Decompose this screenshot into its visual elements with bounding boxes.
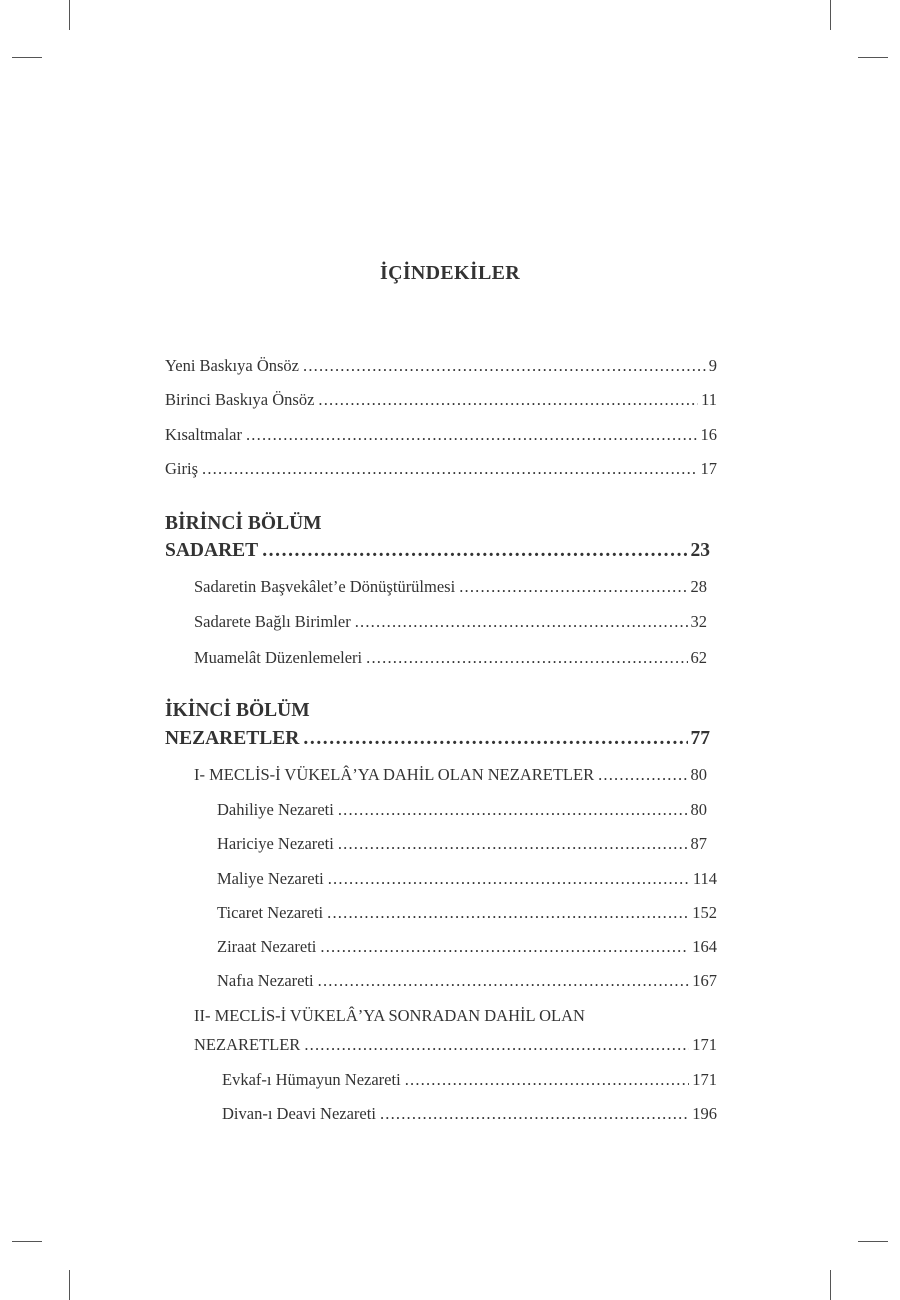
toc-entry-page: 87 — [690, 834, 707, 853]
leader-dots — [405, 1070, 690, 1090]
toc-entry — [217, 800, 707, 820]
toc-entry-title: Maliye Nezareti — [217, 869, 324, 888]
crop-mark — [858, 57, 888, 58]
page-title: İÇİNDEKİLER — [380, 262, 520, 284]
toc-entry-title: Evkaf-ı Hümayun Nezareti — [222, 1070, 401, 1089]
toc-entry-title: Ticaret Nezareti — [217, 903, 324, 922]
toc-part-entry — [165, 540, 710, 562]
toc-entry-page: 167 — [692, 971, 717, 990]
leader-dots — [598, 765, 687, 785]
toc-entry-title: Divan-ı Deavi Nezareti — [222, 1104, 376, 1123]
crop-mark — [12, 57, 42, 58]
leader-dots — [246, 425, 698, 445]
toc-entry-page: 17 — [700, 459, 717, 478]
toc-entry-title: Yeni Baskıya Önsöz — [165, 356, 299, 375]
toc-subsection-title: II- MECLİS-İ VÜKELÂ’YA SONRADAN DAHİL OLAN — [194, 1006, 585, 1025]
leader-dots — [262, 540, 687, 562]
toc-entry — [194, 648, 707, 668]
toc-entry-page: 171 — [692, 1035, 717, 1054]
leader-dots — [318, 390, 698, 410]
part-heading: BİRİNCİ BÖLÜM — [165, 513, 322, 534]
toc-entry — [165, 356, 717, 376]
toc-entry-page: 114 — [692, 869, 717, 888]
leader-dots — [355, 612, 688, 632]
toc-entry-page: 16 — [700, 425, 717, 444]
toc-entry-title: Muamelât Düzenlemeleri — [194, 648, 363, 667]
toc-entry-page: 77 — [690, 728, 710, 749]
toc-entry-title: Ziraat Nezareti — [217, 937, 317, 956]
toc-entry-title: Nafıa Nezareti — [217, 971, 314, 990]
toc-entry — [194, 577, 707, 597]
toc-entry-page: 196 — [692, 1104, 717, 1123]
leader-dots — [366, 648, 687, 668]
toc-subsection-entry — [194, 1035, 717, 1055]
part-heading: İKİNCİ BÖLÜM — [165, 700, 310, 721]
toc-subsection-entry — [194, 765, 707, 785]
toc-entry-title: Birinci Baskıya Önsöz — [165, 390, 315, 409]
toc-entry-page: 80 — [690, 765, 707, 784]
toc-entry-title: NEZARETLER — [165, 728, 300, 749]
toc-entry — [222, 1104, 717, 1124]
toc-entry-page: 80 — [690, 800, 707, 819]
toc-entry-title: Giriş — [165, 459, 198, 478]
leader-dots — [338, 834, 688, 854]
leader-dots — [328, 869, 690, 889]
leader-dots — [327, 903, 689, 923]
toc-entry-page: 152 — [692, 903, 717, 922]
crop-mark — [830, 1270, 831, 1300]
toc-entry — [217, 971, 717, 991]
toc-entry-title: I- MECLİS-İ VÜKELÂ’YA DAHİL OLAN NEZARETLER — [194, 765, 595, 784]
toc-entry-page: 23 — [690, 540, 710, 561]
toc-entry-title: Hariciye Nezareti — [217, 834, 334, 853]
toc-part-entry — [165, 728, 710, 750]
leader-dots — [320, 937, 689, 957]
crop-mark — [69, 1270, 70, 1300]
toc-entry — [165, 390, 717, 410]
toc-entry-title: NEZARETLER — [194, 1035, 301, 1054]
toc-entry-title: Sadarete Bağlı Birimler — [194, 612, 351, 631]
toc-entry — [217, 903, 717, 923]
toc-entry-title: Dahiliye Nezareti — [217, 800, 334, 819]
toc-entry — [194, 612, 707, 632]
leader-dots — [304, 1035, 689, 1055]
toc-entry — [222, 1070, 717, 1090]
toc-entry — [217, 869, 717, 889]
leader-dots — [303, 356, 706, 376]
leader-dots — [380, 1104, 689, 1124]
leader-dots — [303, 728, 687, 750]
toc-entry-title: Kısaltmalar — [165, 425, 242, 444]
leader-dots — [459, 577, 687, 597]
toc-entry — [217, 834, 707, 854]
crop-mark — [12, 1241, 42, 1242]
toc-entry-page: 171 — [692, 1070, 717, 1089]
crop-mark — [858, 1241, 888, 1242]
toc-entry — [165, 459, 717, 479]
toc-entry-page: 32 — [690, 612, 707, 631]
toc-entry-page: 28 — [690, 577, 707, 596]
leader-dots — [338, 800, 688, 820]
leader-dots — [318, 971, 690, 991]
toc-entry-title: Sadaretin Başvekâlet’e Dönüştürülmesi — [194, 577, 456, 596]
crop-mark — [69, 0, 70, 30]
toc-entry-page: 164 — [692, 937, 717, 956]
toc-entry-title: SADARET — [165, 540, 259, 561]
toc-entry-page: 62 — [690, 648, 707, 667]
toc-entry — [217, 937, 717, 957]
toc-entry-page: 9 — [708, 356, 717, 375]
leader-dots — [202, 459, 698, 479]
toc-entry — [165, 425, 717, 445]
crop-mark — [830, 0, 831, 30]
toc-entry-page: 11 — [701, 390, 717, 409]
